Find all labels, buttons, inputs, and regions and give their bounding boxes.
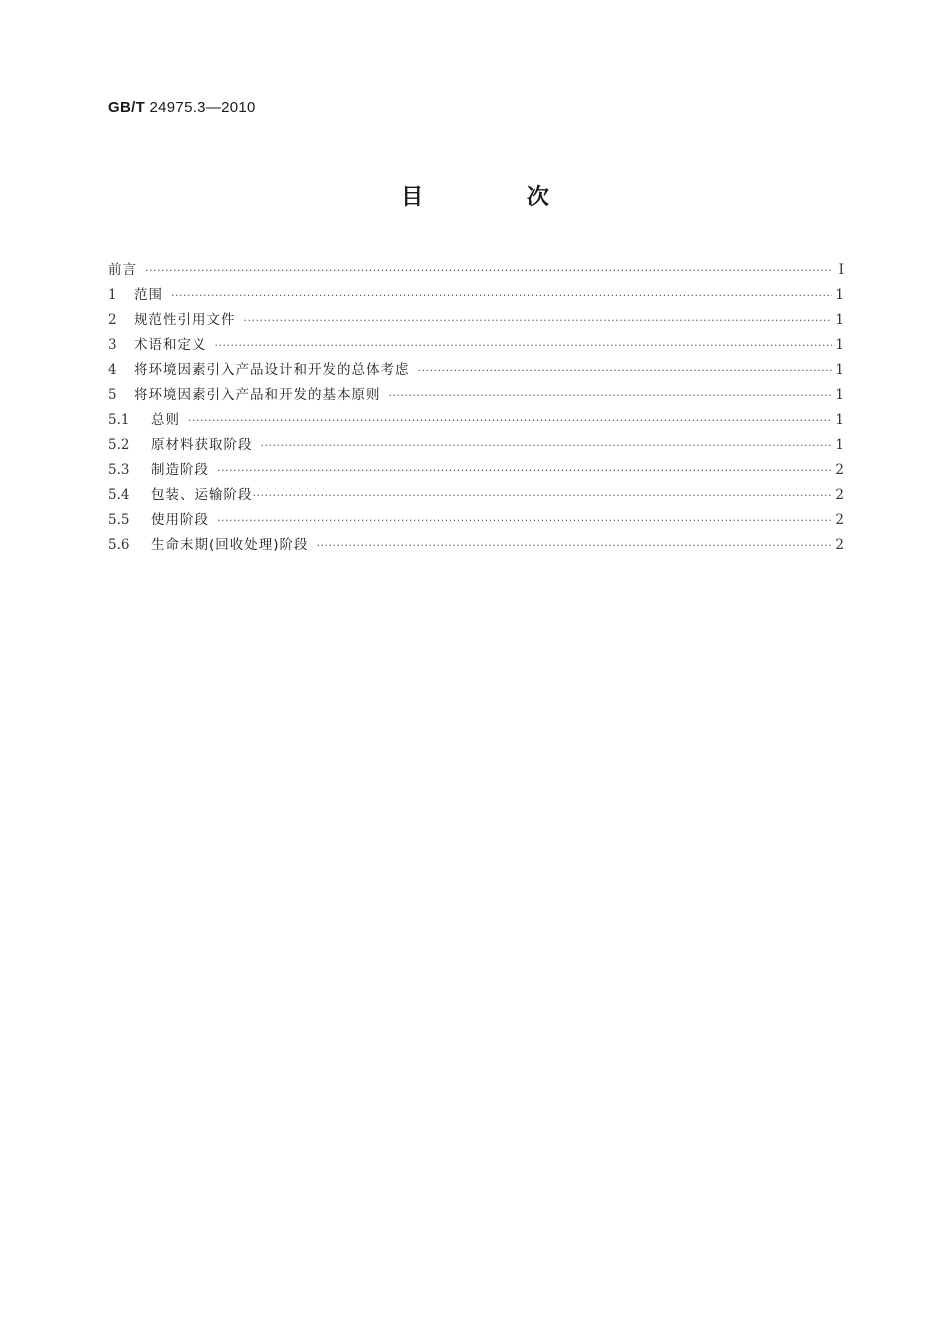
toc-entry-5-6[interactable] bbox=[108, 533, 844, 558]
toc-leader-dots bbox=[163, 283, 832, 308]
toc-leader-dots bbox=[209, 458, 832, 483]
toc-entry-5-1[interactable] bbox=[108, 408, 844, 433]
toc-entry-text: 制造阶段 bbox=[151, 462, 209, 478]
toc-entry-4[interactable] bbox=[108, 358, 844, 383]
toc-entry-5-4[interactable] bbox=[108, 483, 844, 508]
toc-leader-dots bbox=[381, 383, 833, 408]
toc-entry-text: 总则 bbox=[151, 412, 180, 428]
toc-entry-text: 原材料获取阶段 bbox=[151, 437, 253, 453]
toc-leader-dots bbox=[209, 508, 832, 533]
toc-page-number: 1 bbox=[835, 312, 844, 328]
toc-entry-text: 将环境因素引入产品和开发的基本原则 bbox=[134, 387, 381, 403]
toc-page-number: 1 bbox=[835, 362, 844, 378]
toc-entry-5-2[interactable] bbox=[108, 433, 844, 458]
toc-leader-dots bbox=[253, 433, 833, 458]
toc-entry-2[interactable] bbox=[108, 308, 844, 333]
toc-leader-dots bbox=[309, 533, 832, 558]
toc-page-number: 2 bbox=[835, 487, 844, 503]
toc-entry-5-5[interactable] bbox=[108, 508, 844, 533]
toc-entry-number: 5.3 bbox=[108, 462, 130, 478]
toc-page-number: 2 bbox=[835, 512, 844, 528]
toc-entry-number: 2 bbox=[108, 312, 117, 328]
toc-page-number: 1 bbox=[835, 387, 844, 403]
toc-entry-5-3[interactable] bbox=[108, 458, 844, 483]
toc-page-number: 2 bbox=[835, 537, 844, 553]
toc-page-number: 1 bbox=[835, 337, 844, 353]
toc-entry-text: 前言 bbox=[108, 262, 137, 278]
toc-leader-dots bbox=[180, 408, 832, 433]
toc-entry-number: 5.5 bbox=[108, 512, 130, 528]
toc-entry-text: 将环境因素引入产品设计和开发的总体考虑 bbox=[134, 362, 410, 378]
toc-leader-dots bbox=[236, 308, 833, 333]
toc-entry-foreword[interactable] bbox=[108, 258, 844, 283]
toc-entry-text: 规范性引用文件 bbox=[134, 312, 236, 328]
toc-page-number: 1 bbox=[835, 412, 844, 428]
toc-leader-dots bbox=[410, 358, 833, 383]
toc-page-number: 2 bbox=[835, 462, 844, 478]
toc-entry-1[interactable] bbox=[108, 283, 844, 308]
table-of-contents bbox=[108, 258, 844, 558]
toc-page-number: 1 bbox=[835, 437, 844, 453]
toc-entry-number: 5.1 bbox=[108, 412, 130, 428]
toc-leader-dots bbox=[207, 333, 833, 358]
toc-entry-text: 包装、运输阶段 bbox=[151, 487, 253, 503]
toc-entry-number: 1 bbox=[108, 287, 117, 303]
toc-entry-text: 术语和定义 bbox=[134, 337, 207, 353]
toc-leader-dots bbox=[253, 483, 833, 508]
toc-entry-3[interactable] bbox=[108, 333, 844, 358]
toc-entry-number: 4 bbox=[108, 362, 117, 378]
toc-entry-number: 5.6 bbox=[108, 537, 130, 553]
toc-entry-text: 使用阶段 bbox=[151, 512, 209, 528]
toc-leader-dots bbox=[137, 258, 832, 283]
toc-entry-number: 3 bbox=[108, 337, 117, 353]
toc-entry-text: 生命末期(回收处理)阶段 bbox=[151, 537, 309, 553]
toc-page-number: 1 bbox=[835, 287, 844, 303]
toc-title: 目 次 bbox=[401, 185, 597, 210]
toc-entry-number: 5.4 bbox=[108, 487, 130, 503]
standard-code bbox=[108, 99, 256, 116]
toc-entry-number: 5 bbox=[108, 387, 117, 403]
toc-entry-text: 范围 bbox=[134, 287, 163, 303]
toc-entry-number: 5.2 bbox=[108, 437, 130, 453]
toc-page-number: Ⅰ bbox=[838, 262, 844, 278]
standard-number: 24975.3—2010 bbox=[149, 99, 256, 116]
toc-entry-5[interactable] bbox=[108, 383, 844, 408]
standard-prefix: GB/T bbox=[108, 99, 146, 116]
